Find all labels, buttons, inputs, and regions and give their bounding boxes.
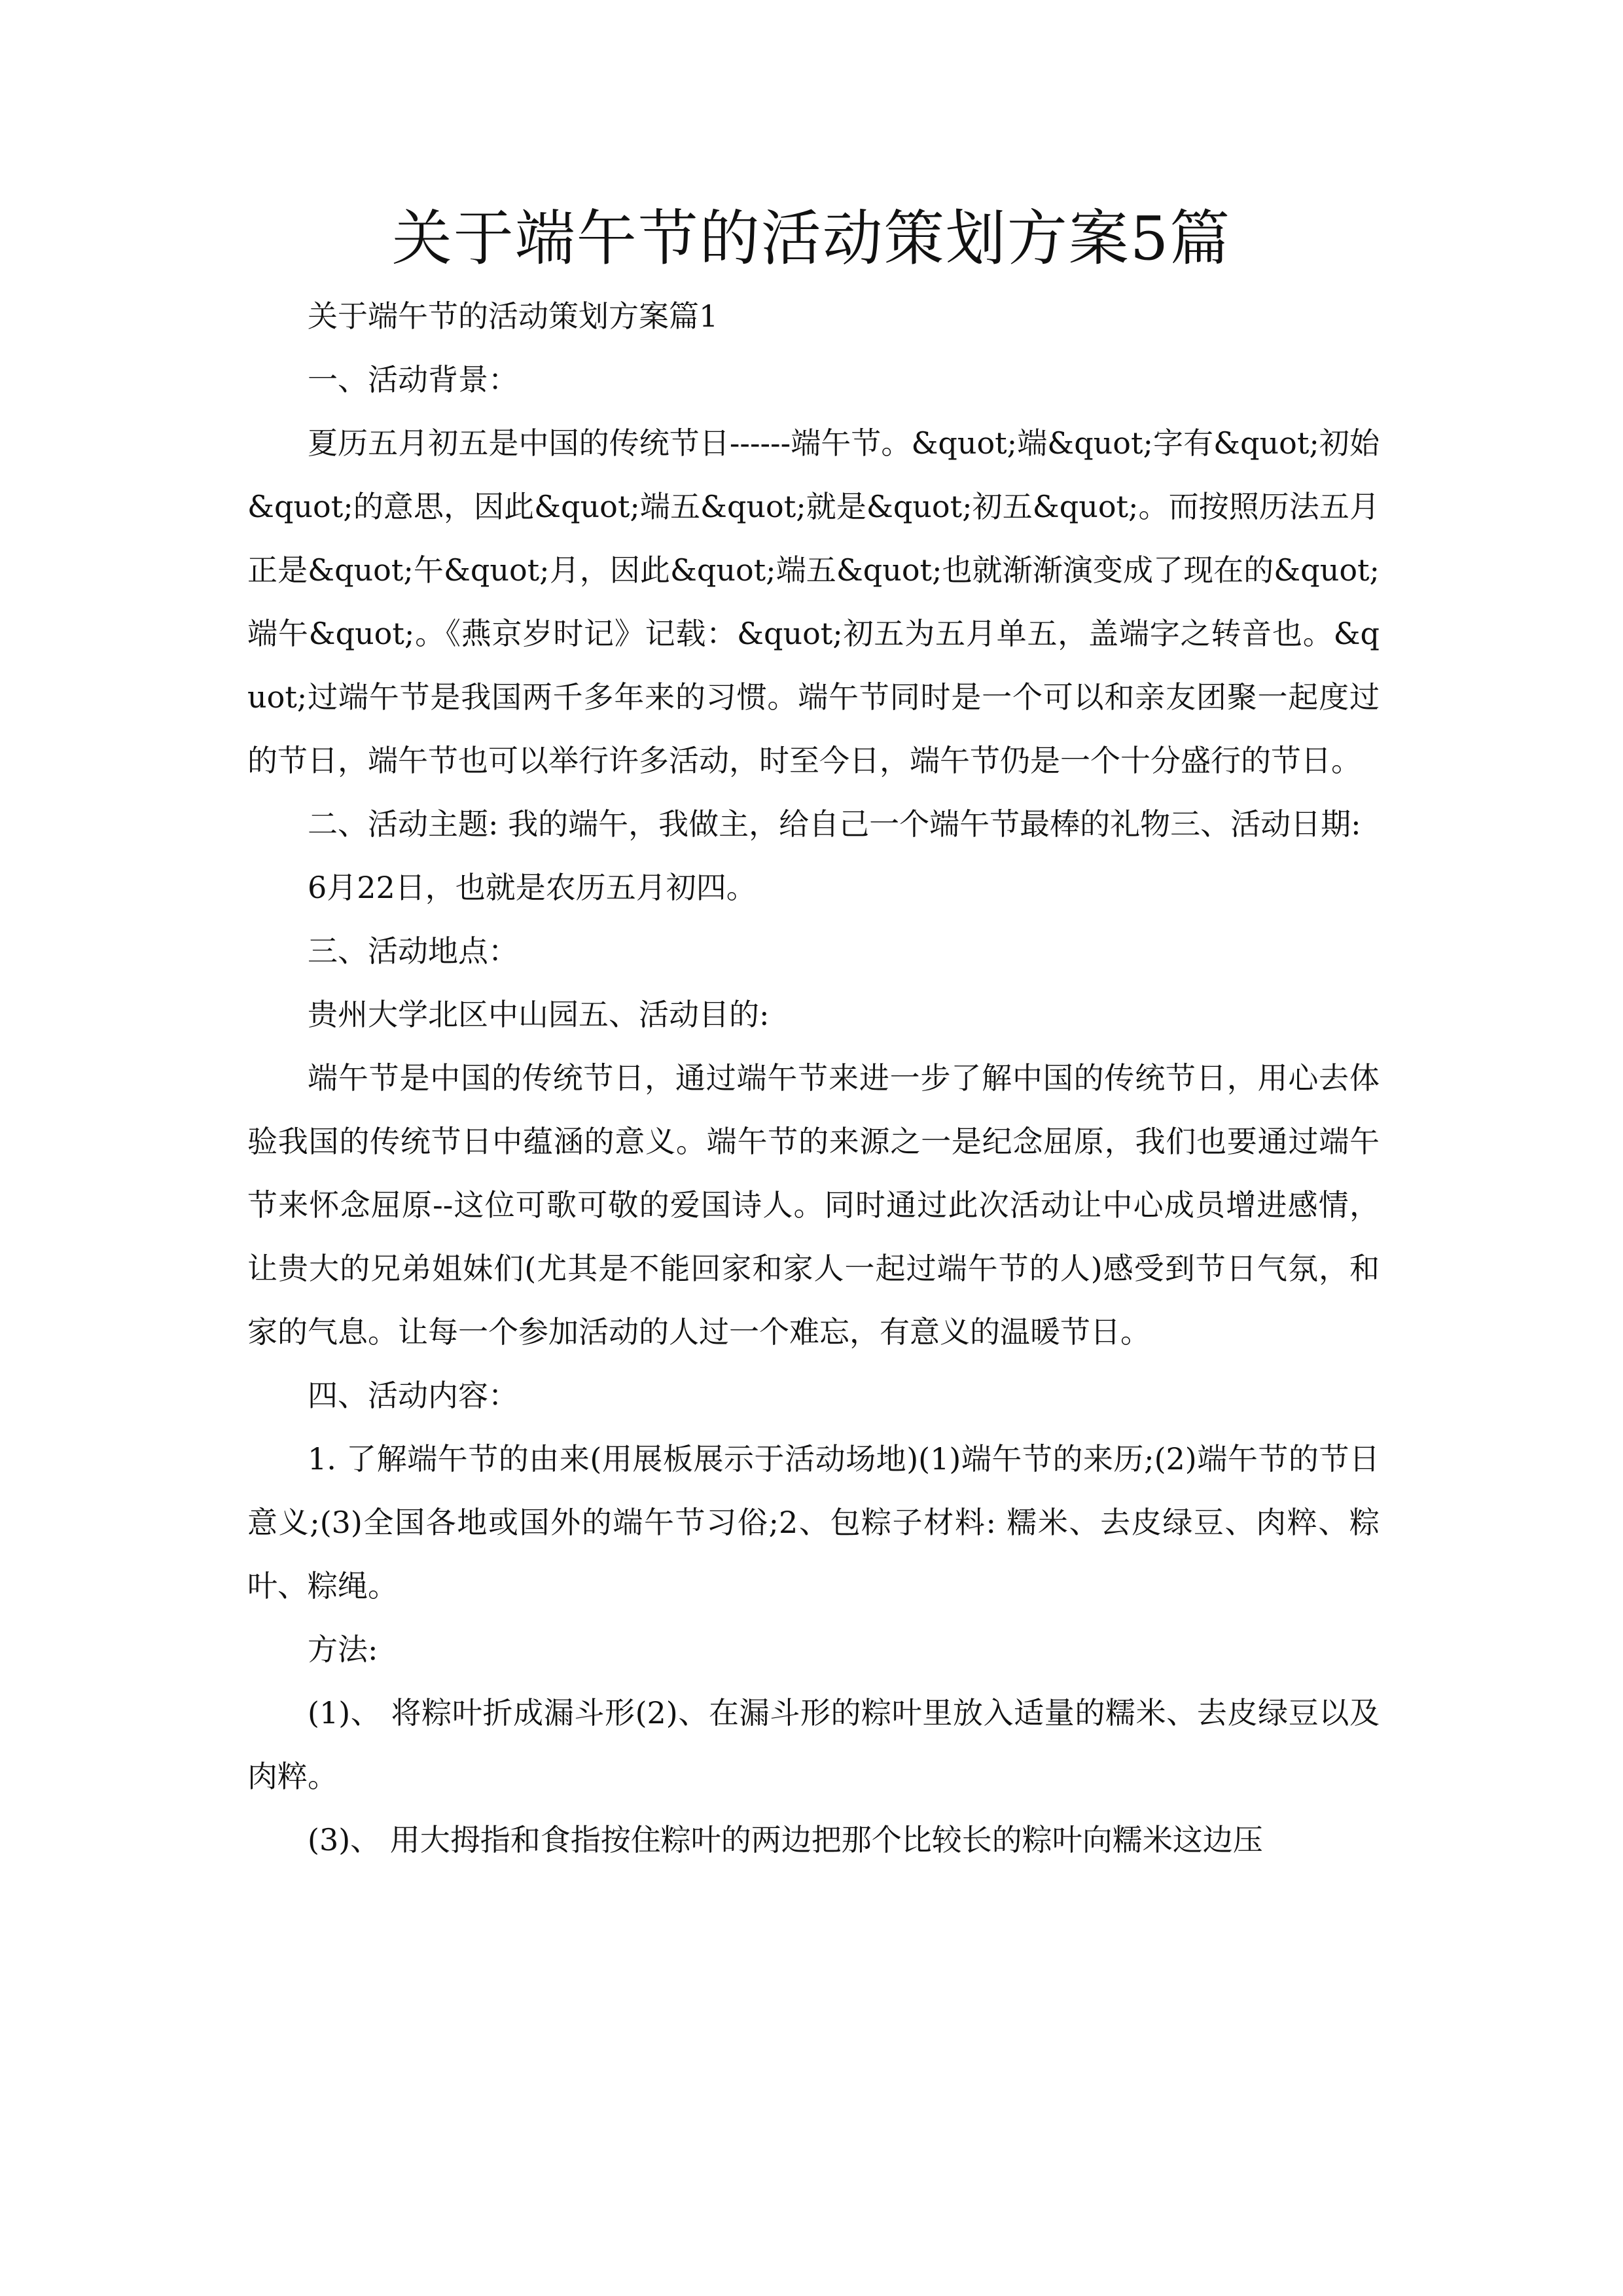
- paragraph: 一、活动背景：: [308, 362, 518, 397]
- paragraph: (1)、 将粽叶折成漏斗形(2)、在漏斗形的粽叶里放入适量的糯米、去皮绿豆以及肉粹。: [247, 1695, 1380, 1794]
- paragraph: 端午节是中国的传统节日，通过端午节来进一步了解中国的传统节日，用心去体验我国的传统节日中蕴涵的意义。端午节的来源之一是纪念屈原，我们也要通过端午节来怀念屈原--这位可歌可敬的爱国诗人。同时通过此次活动让中心成员增进感情，让贵大的兄弟姐妹们(尤其是不能回家和家人一起过端午节的人)感受到节日气氛，和家的气息。让每一个参加活动的人过一个难忘，有意义的温暖节日。: [247, 1060, 1380, 1350]
- paragraph: 1. 了解端午节的由来(用展板展示于活动场地)(1)端午节的来历;(2)端午节的节日意义;(3)全国各地或国外的端午节习俗;2、包粽子材料: 糯米、去皮绿豆、肉粹、粽叶、粽绳。: [247, 1441, 1380, 1604]
- paragraph: 三、活动地点：: [308, 933, 518, 969]
- paragraph: 四、活动内容：: [308, 1378, 518, 1413]
- paragraph: (3)、 用大拇指和食指按住粽叶的两边把那个比较长的粽叶向糯米这边压: [308, 1822, 1263, 1857]
- document-title: 关于端午节的活动策划方案5篇: [391, 204, 1232, 274]
- section-heading: 关于端午节的活动策划方案篇1: [308, 298, 719, 334]
- paragraph: 贵州大学北区中山园五、活动目的:: [308, 997, 770, 1032]
- paragraph: 方法:: [308, 1632, 378, 1667]
- paragraph: 6月22日，也就是农历五月初四。: [308, 870, 757, 905]
- paragraph: 夏历五月初五是中国的传统节日------端午节。&quot;端&quot;字有&quot;初始&quot;的意思，因此&quot;端五&quot;就是&quot;初五&quot;。而按照历法五月正是&quot;午&quot;月，因此&quot;端五&quot;也就渐渐演变成了现在的&quot;端午&quot;。《燕京岁时记》记载：&quot;初五为五月单五，盖端字之转音也。&quot;过端午节是我国两千多年来的习惯。端午节同时是一个可以和亲友团聚一起度过的节日，端午节也可以举行许多活动，时至今日，端午节仍是一个十分盛行的节日。: [247, 425, 1380, 778]
- paragraph: 二、活动主题: 我的端午，我做主，给自己一个端午节最棒的礼物三、活动日期:: [308, 806, 1361, 842]
- document-body: [247, 285, 1380, 1872]
